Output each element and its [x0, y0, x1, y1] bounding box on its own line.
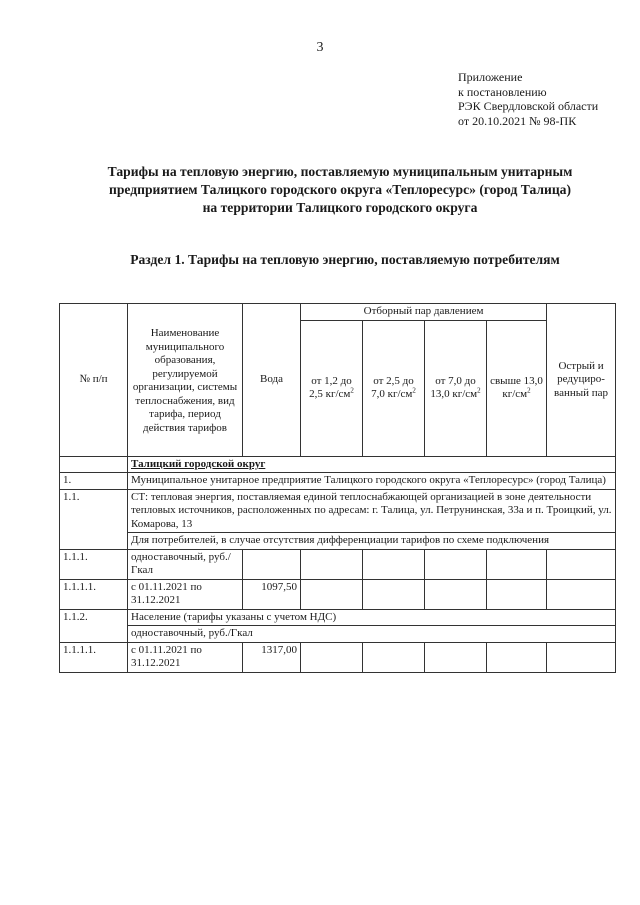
- row-num: 1.: [60, 473, 128, 490]
- header-num: № п/п: [60, 304, 128, 457]
- table-row: [60, 579, 616, 609]
- header-steam-4: свыше 13,0 $кг/см^2$: [487, 320, 547, 456]
- row-num: 1.1.: [60, 489, 128, 549]
- row-num: 1.1.1.: [60, 549, 128, 579]
- header-name: Наименование муниципального образования, регулируемой организации, системы теплоснабжения, вид тарифа, период действия тарифов: [128, 304, 243, 457]
- row-num: 1.1.1.1.: [60, 642, 128, 672]
- tariff-type: одноставочный, руб./Гкал: [128, 549, 243, 579]
- appendix-note: [458, 70, 598, 128]
- header-steam-1: от 1,2 до 2,5 $кг/см^2$: [301, 320, 363, 456]
- tariff-period: с 01.11.2021 по 31.12.2021: [128, 642, 243, 672]
- table-row: [60, 642, 616, 672]
- title-line: Тарифы на тепловую энергию, поставляемую муниципальным унитарным: [107, 164, 573, 179]
- title-line: предприятием Талицкого городского округа «Теплоресурс» (город Талица): [109, 182, 571, 197]
- appendix-line: Приложение: [458, 70, 523, 84]
- appendix-line: от 20.10.2021 № 98-ПК: [458, 113, 577, 128]
- heat-supply-system: СТ: тепловая энергия, поставляемая единой теплоснабжающей организацией в зоне деятельности тепловых источников, расположенных по адресам: г. Талица, ул. Петрунинская, 33а и п. Троицкий, ул. Комарова, 13: [128, 489, 616, 533]
- table-row: [60, 456, 616, 473]
- page-number: 3: [316, 40, 324, 55]
- table-row: [60, 609, 616, 626]
- row-num: 1.1.2.: [60, 609, 128, 642]
- header-water: Вода: [243, 304, 301, 457]
- table-row: [60, 549, 616, 579]
- header-steam-2: от 2,5 до 7,0 $кг/см^2$: [363, 320, 425, 456]
- tariff-water-value: 1317,00: [243, 642, 301, 672]
- header-steam-group: Отборный пар давлением: [301, 304, 547, 321]
- row-num: 1.1.1.1.: [60, 579, 128, 609]
- document-title: [70, 163, 610, 217]
- organization-name: Муниципальное унитарное предприятие Талицкого городского округа «Теплоресурс» (город Талица): [128, 473, 616, 490]
- title-line: на территории Талицкого городского округа: [202, 200, 478, 215]
- tariff-period: с 01.11.2021 по 31.12.2021: [128, 579, 243, 609]
- appendix-line: РЭК Свердловской области: [458, 99, 599, 113]
- section-title: Раздел 1. Тарифы на тепловую энергию, поставляемую потребителям: [130, 252, 560, 267]
- table-row: [60, 473, 616, 490]
- tariffs-table: [59, 303, 616, 673]
- tariff-water-value: 1097,50: [243, 579, 301, 609]
- tariff-type: одноставочный, руб./Гкал: [128, 626, 616, 643]
- header-steam-3: от 7,0 до 13,0 $кг/см^2$: [425, 320, 487, 456]
- appendix-line: к постановлению: [458, 84, 547, 99]
- district-name: Талицкий городской округ: [128, 456, 616, 473]
- table-row: [60, 533, 616, 550]
- population-group: Население (тарифы указаны с учетом НДС): [128, 609, 616, 626]
- table-row: [60, 626, 616, 643]
- header-sharp-steam: Острый и редуциро-ванный пар: [547, 304, 616, 457]
- consumer-group: Для потребителей, в случае отсутствия дифференциации тарифов по схеме подключения: [128, 533, 616, 550]
- table-row: [60, 489, 616, 533]
